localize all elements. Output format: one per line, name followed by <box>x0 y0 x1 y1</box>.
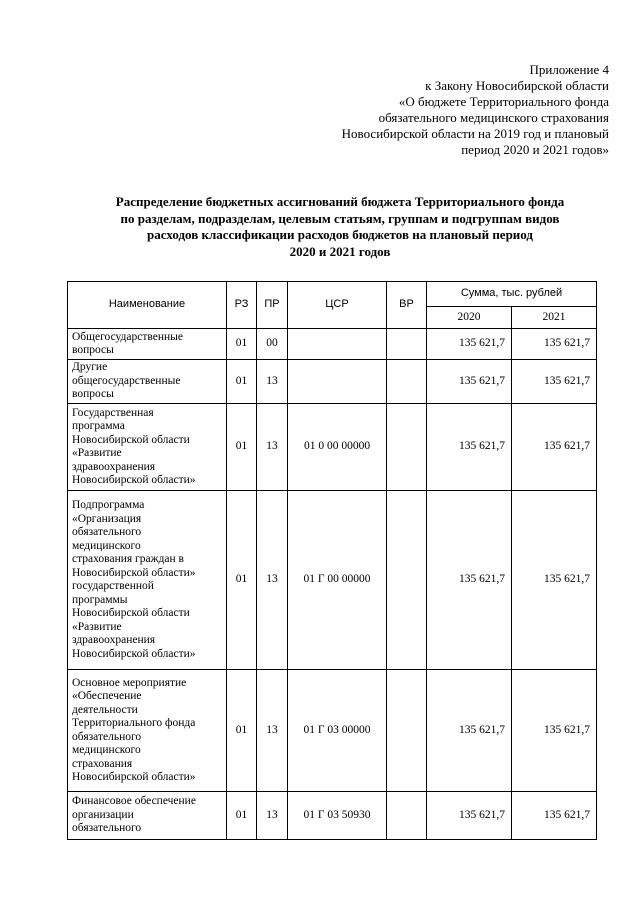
row-pr: 13 <box>257 792 288 840</box>
appendix-line: обязательного медицинского страхования <box>378 110 609 125</box>
budget-table <box>67 281 597 840</box>
row-rz: 01 <box>227 792 257 840</box>
row-vr <box>387 329 427 360</box>
row-csr: 01 0 00 00000 <box>288 404 387 491</box>
title-line: расходов классификации расходов бюджетов на плановый период <box>146 227 533 242</box>
header-vr: ВР <box>387 282 427 329</box>
header-year-2020: 2020 <box>427 307 512 329</box>
row-sum-2021: 135 621,7 <box>512 792 597 840</box>
row-csr <box>288 360 387 404</box>
row-name: Другие общегосударственные вопросы <box>68 360 227 404</box>
row-pr: 13 <box>257 670 288 792</box>
row-name: Подпрограмма «Организация обязательного медицинского страхования граждан в Новосибирской области» государственной программы Новосибирской области «Развитие здравоохранения Новосибирской области» <box>68 491 227 670</box>
appendix-line: Приложение 4 <box>529 62 609 77</box>
header-rz: РЗ <box>227 282 257 329</box>
row-name: Финансовое обеспечение организации обязательного <box>68 792 227 840</box>
row-pr: 13 <box>257 491 288 670</box>
row-vr <box>387 404 427 491</box>
header-name: Наименование <box>68 282 227 329</box>
table-row <box>68 360 597 404</box>
row-rz: 01 <box>227 360 257 404</box>
header-sum: Сумма, тыс. рублей <box>427 282 597 307</box>
title-line: Распределение бюджетных ассигнований бюджета Территориального фонда <box>115 194 565 209</box>
appendix-line: период 2020 и 2021 годов» <box>461 142 609 157</box>
appendix-header <box>249 62 609 158</box>
row-sum-2020: 135 621,7 <box>427 360 512 404</box>
table-row <box>68 404 597 491</box>
header-pr: ПР <box>257 282 288 329</box>
row-sum-2021: 135 621,7 <box>512 360 597 404</box>
appendix-line: к Закону Новосибирской области <box>425 78 609 93</box>
row-rz: 01 <box>227 670 257 792</box>
row-name: Государственная программа Новосибирской области «Развитие здравоохранения Новосибирской области» <box>68 404 227 491</box>
title-line: по разделам, подразделам, целевым статьям, группам и подгруппам видов <box>120 210 560 226</box>
table-row <box>68 792 597 840</box>
header-year-2021: 2021 <box>512 307 597 329</box>
table-row <box>68 329 597 360</box>
row-vr <box>387 360 427 404</box>
row-name: Основное мероприятие «Обеспечение деятельности Территориального фонда обязательного медицинского страхования Новосибирской области» <box>68 670 227 792</box>
row-csr <box>288 329 387 360</box>
row-sum-2021: 135 621,7 <box>512 404 597 491</box>
row-rz: 01 <box>227 329 257 360</box>
row-csr: 01 Г 03 00000 <box>288 670 387 792</box>
row-csr: 01 Г 03 50930 <box>288 792 387 840</box>
appendix-line: «О бюджете Территориального фонда <box>398 94 609 109</box>
row-vr <box>387 670 427 792</box>
table-row <box>68 670 597 792</box>
table-row <box>68 491 597 670</box>
row-vr <box>387 792 427 840</box>
row-pr: 00 <box>257 329 288 360</box>
row-sum-2021: 135 621,7 <box>512 670 597 792</box>
header-csr: ЦСР <box>288 282 387 329</box>
appendix-line: Новосибирской области на 2019 год и плановый <box>341 126 609 141</box>
row-rz: 01 <box>227 491 257 670</box>
row-csr: 01 Г 00 00000 <box>288 491 387 670</box>
row-sum-2020: 135 621,7 <box>427 792 512 840</box>
row-name: Общегосударственные вопросы <box>68 329 227 360</box>
row-sum-2020: 135 621,7 <box>427 329 512 360</box>
row-sum-2021: 135 621,7 <box>512 491 597 670</box>
row-sum-2021: 135 621,7 <box>512 329 597 360</box>
row-sum-2020: 135 621,7 <box>427 670 512 792</box>
document-title <box>60 194 620 260</box>
row-sum-2020: 135 621,7 <box>427 491 512 670</box>
row-rz: 01 <box>227 404 257 491</box>
row-pr: 13 <box>257 404 288 491</box>
title-line: 2020 и 2021 годов <box>289 243 391 259</box>
row-vr <box>387 491 427 670</box>
row-sum-2020: 135 621,7 <box>427 404 512 491</box>
row-pr: 13 <box>257 360 288 404</box>
